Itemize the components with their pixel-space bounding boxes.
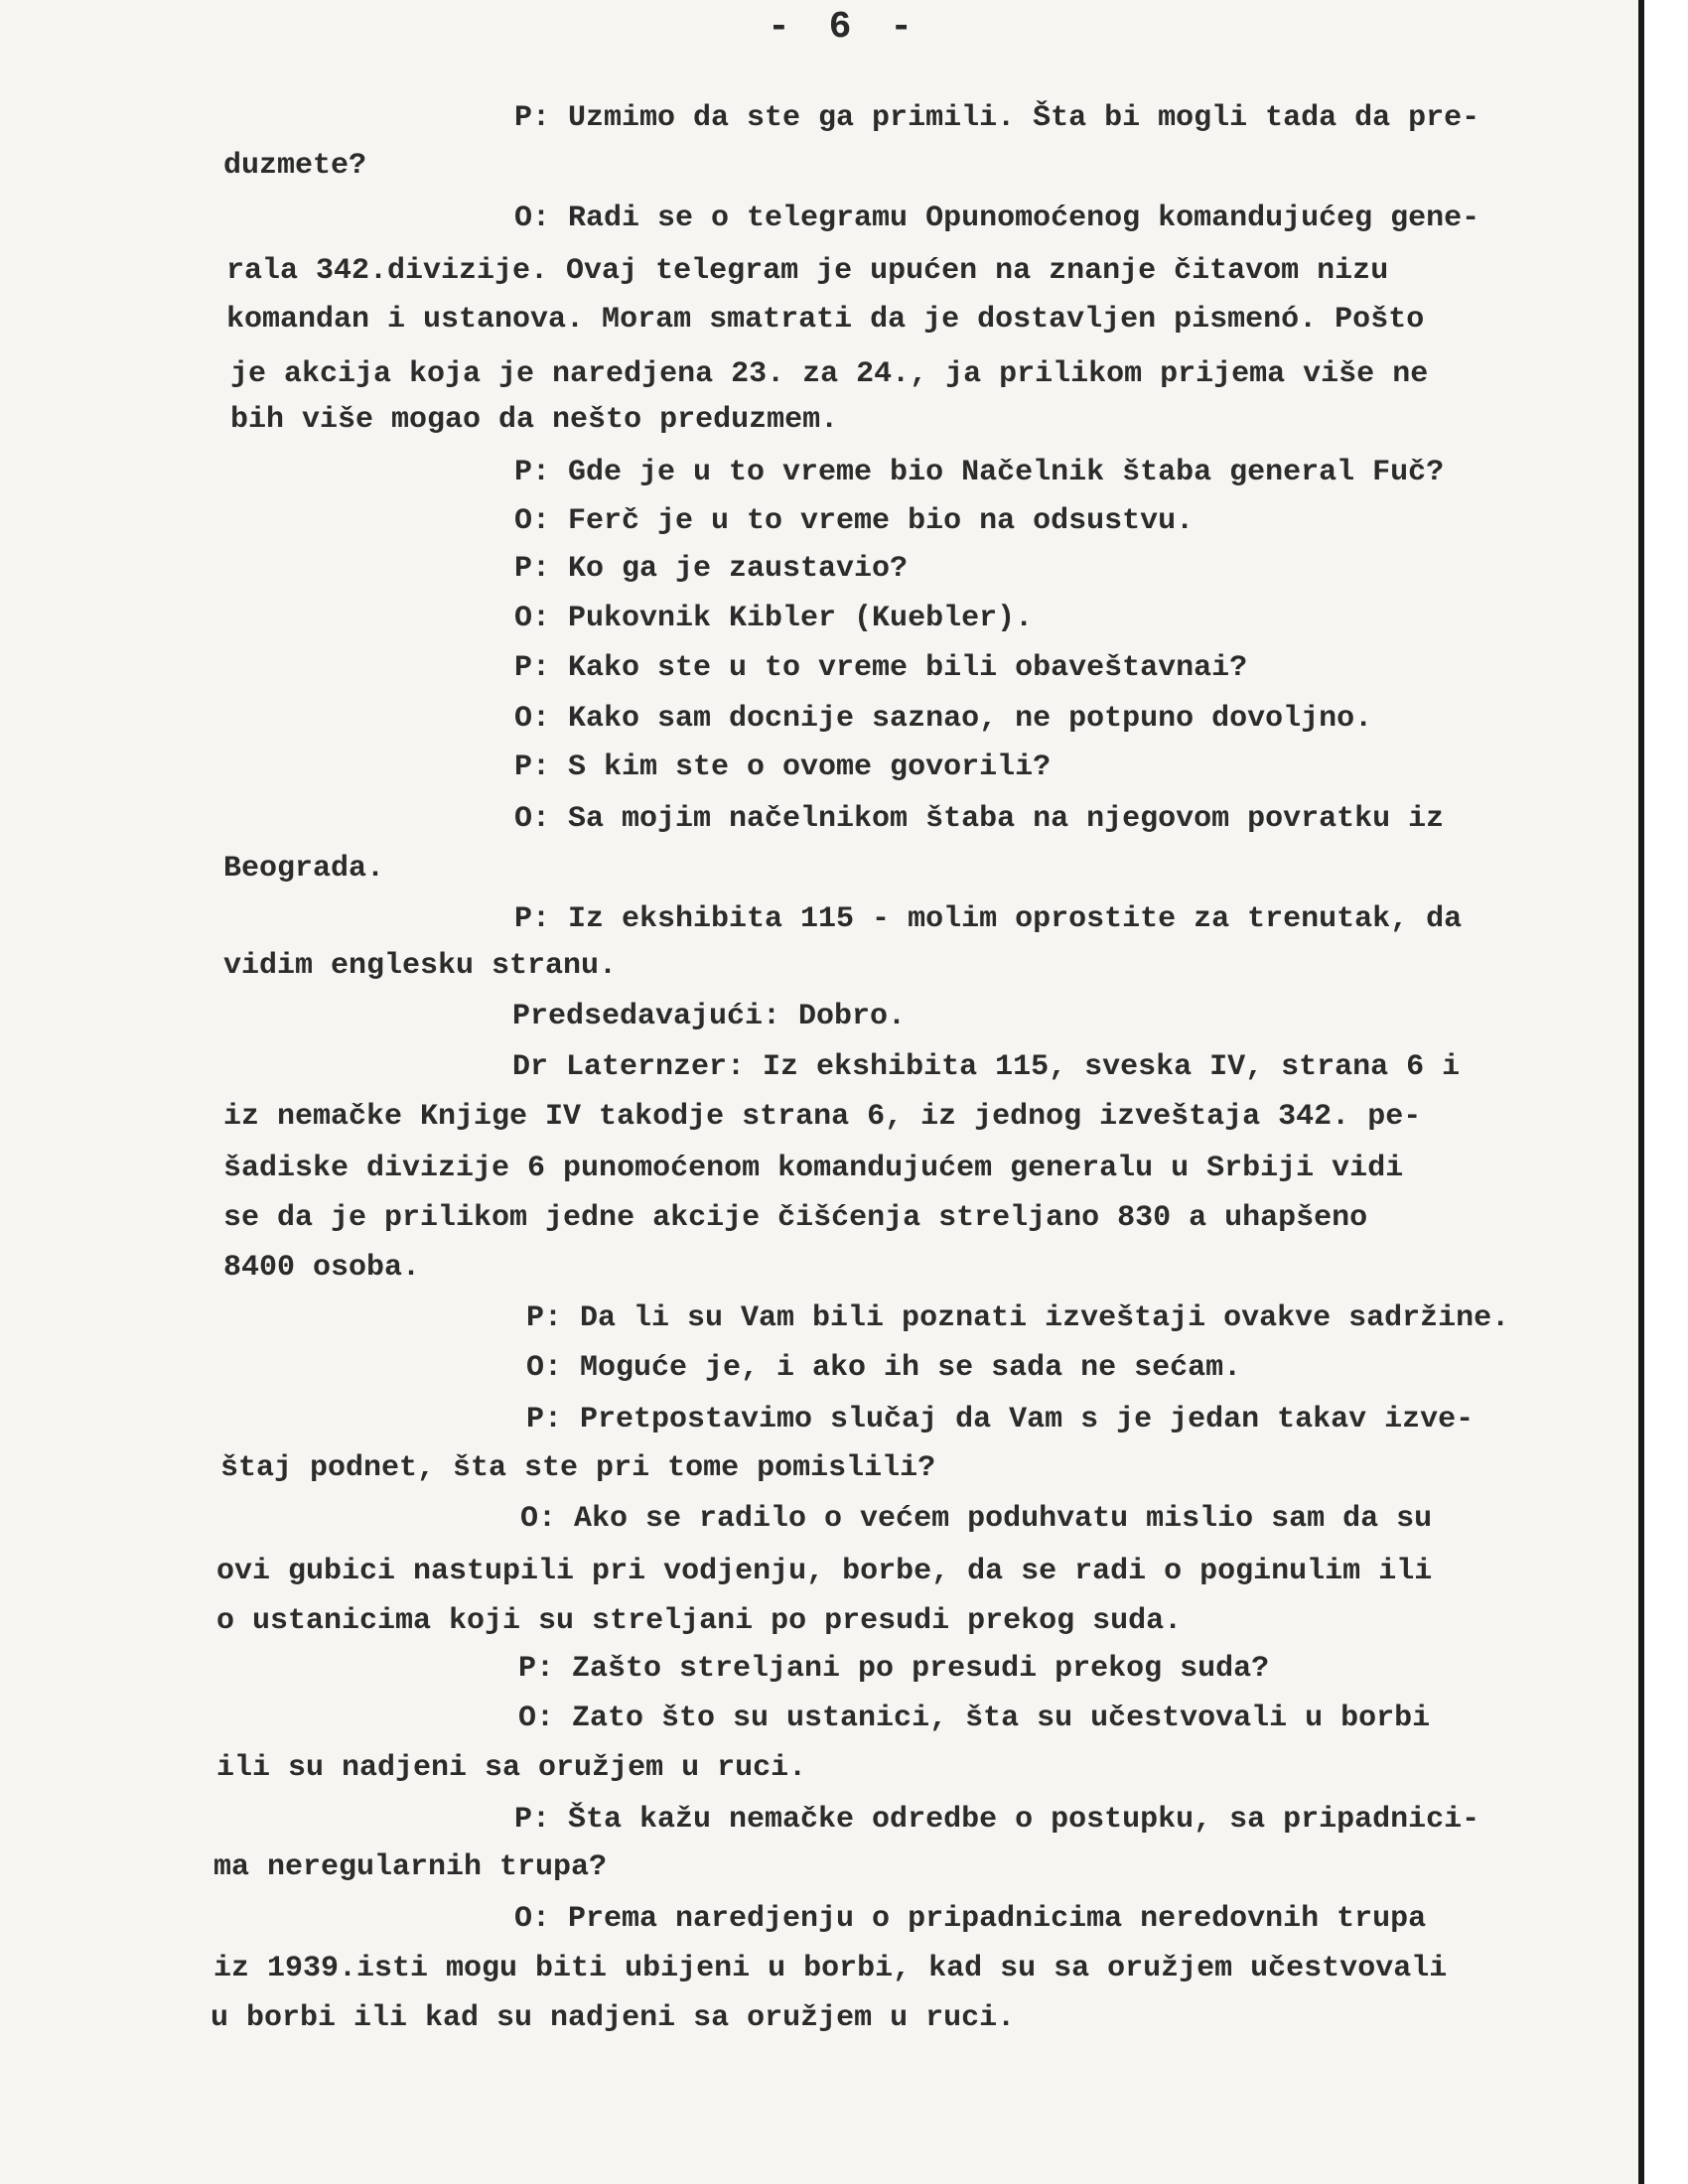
text-line: iz 1939.isti mogu biti ubijeni u borbi, kad su sa oružjem učestvovali — [213, 1952, 1448, 1985]
text-line: P: Ko ga je zaustavio? — [514, 552, 909, 586]
text-line: P: Da li su Vam bili poznati izveštaji ovakve sadržine. — [526, 1301, 1510, 1335]
text-line: P: Gde je u to vreme bio Načelnik štaba general Fuč? — [514, 456, 1445, 489]
text-line: je akcija koja je naredjena 23. za 24., ja prilikom prijema više ne — [230, 357, 1429, 391]
text-line: vidim englesku stranu. — [223, 949, 618, 983]
text-line: P: S kim ste o ovome govorili? — [514, 751, 1052, 784]
text-line: O: Sa mojim načelnikom štaba na njegovom povratku iz — [514, 802, 1445, 836]
text-line: P: Uzmimo da ste ga primili. Šta bi mogli tada da pre- — [514, 101, 1480, 135]
text-line: P: Pretpostavimo slučaj da Vam s je jedan takav izve- — [526, 1403, 1475, 1436]
text-line: u borbi ili kad su nadjeni sa oružjem u ruci. — [211, 2001, 1016, 2035]
text-line: šadiske divizije 6 punomoćenom komandujućem generalu u Srbiji vidi — [223, 1152, 1404, 1185]
text-line: O: Radi se o telegramu Opunomoćenog komandujućeg gene- — [514, 202, 1480, 235]
text-line: P: Iz ekshibita 115 - molim oprostite za trenutak, da — [514, 902, 1463, 936]
text-line: Beograda. — [223, 852, 385, 886]
text-line: komandan i ustanova. Moram smatrati da je dostavljen pismenó. Pošto — [226, 303, 1425, 337]
text-line: O: Moguće je, i ako ih se sada ne sećam. — [526, 1351, 1242, 1385]
text-line: P: Šta kažu nemačke odredbe o postupku, sa pripadnici- — [514, 1803, 1480, 1837]
text-line: o ustanicima koji su streljani po presudi prekog suda. — [216, 1604, 1183, 1638]
text-line: O: Prema naredjenju o pripadnicima neredovnih trupa — [514, 1902, 1427, 1936]
text-line: duzmete? — [223, 149, 367, 183]
page-number: - 6 - — [767, 6, 921, 49]
text-line: O: Ako se radilo o većem poduhvatu mislio sam da su — [520, 1502, 1433, 1536]
text-line: ovi gubici nastupili pri vodjenju, borbe, da se radi o poginulim ili — [216, 1555, 1433, 1588]
text-line: ma neregularnih trupa? — [213, 1850, 608, 1884]
text-line: P: Zašto streljani po presudi prekog suda? — [518, 1652, 1270, 1686]
text-line: Predsedavajući: Dobro. — [512, 1000, 907, 1033]
text-line: O: Ferč je u to vreme bio na odsustvu. — [514, 504, 1195, 538]
text-line: O: Zato što su ustanici, šta su učestvovali u borbi — [518, 1702, 1431, 1735]
text-line: rala 342.divizije. Ovaj telegram je upućen na znanje čitavom nizu — [226, 254, 1389, 288]
text-line: štaj podnet, šta ste pri tome pomislili? — [220, 1451, 936, 1485]
text-line: bih više mogao da nešto preduzmem. — [230, 403, 839, 437]
text-line: ili su nadjeni sa oružjem u ruci. — [216, 1751, 807, 1785]
text-line: Dr Laternzer: Iz ekshibita 115, sveska IV, strana 6 i — [512, 1050, 1461, 1084]
text-line: P: Kako ste u to vreme bili obaveštavnai? — [514, 651, 1248, 685]
text-line: se da je prilikom jedne akcije čišćenja streljano 830 a uhapšeno — [223, 1201, 1368, 1235]
text-line: 8400 osoba. — [223, 1251, 421, 1285]
text-line: iz nemačke Knjige IV takodje strana 6, iz jednog izveštaja 342. pe- — [223, 1100, 1422, 1134]
text-line: O: Kako sam docnije saznao, ne potpuno dovoljno. — [514, 702, 1373, 736]
text-line: O: Pukovnik Kibler (Kuebler). — [514, 602, 1034, 635]
